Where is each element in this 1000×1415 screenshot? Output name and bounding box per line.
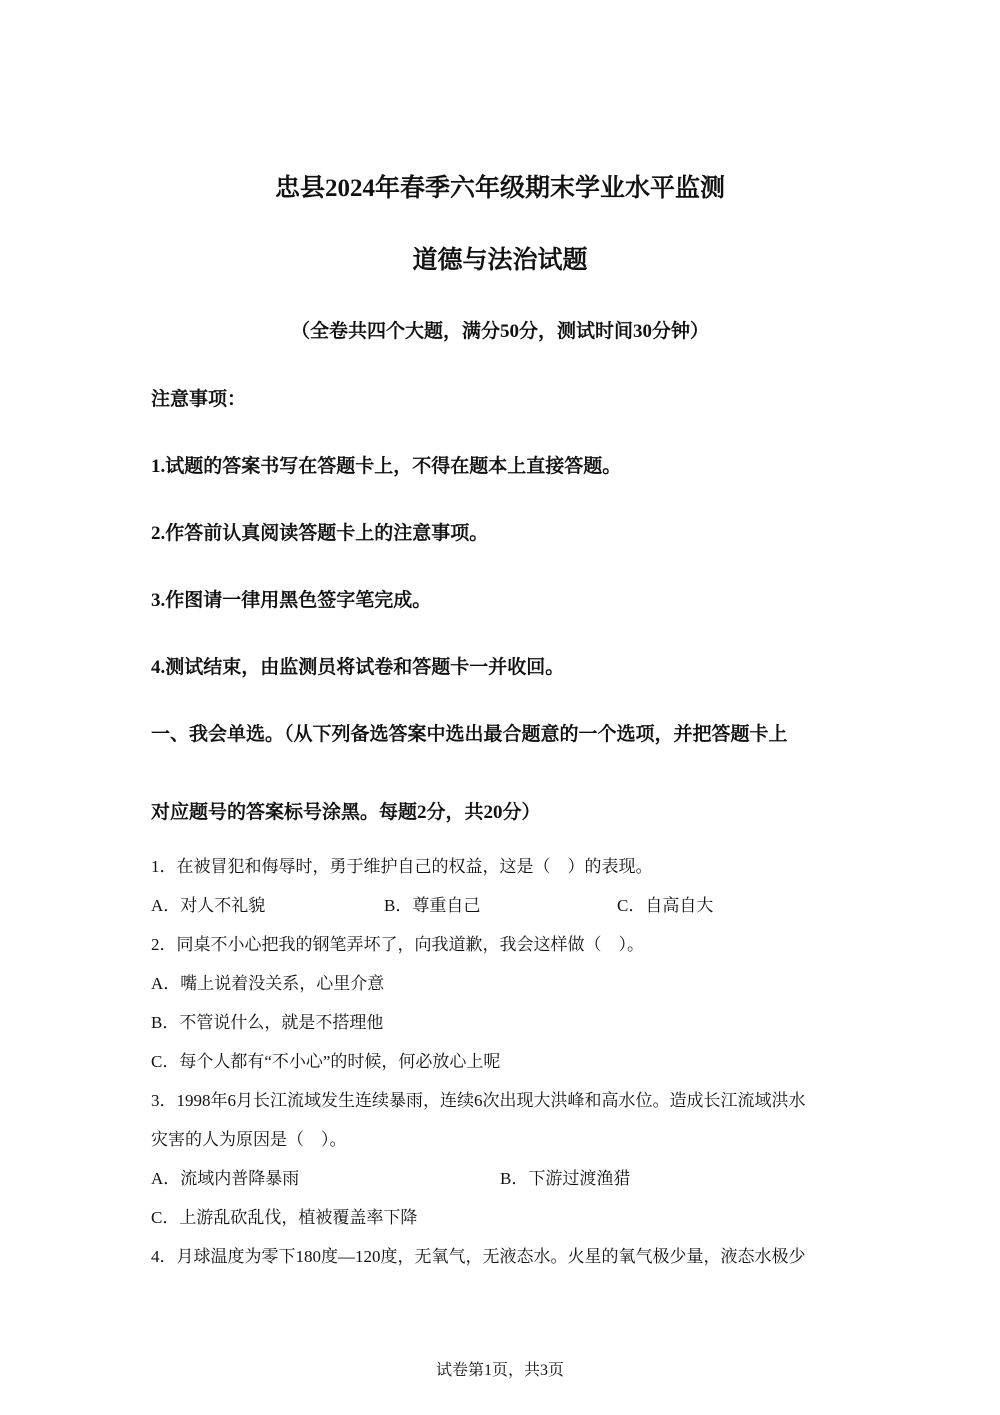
exam-subtitle: 道德与法治试题	[412, 247, 588, 274]
option-a: A．对人不礼貌	[151, 896, 266, 915]
option-b: B．下游过渡渔猎	[500, 1169, 631, 1188]
option-c: C．自高自大	[617, 896, 714, 915]
option-b: B．不管说什么，就是不搭理他	[151, 1013, 384, 1032]
page-footer: 试卷第1页，共3页	[435, 1362, 564, 1379]
notice-item: 4.测试结束，由监测员将试卷和答题卡一并收回。	[151, 657, 565, 678]
question-stem: 1．在被冒犯和侮辱时，勇于维护自己的权益，这是（ ）的表现。	[151, 857, 653, 876]
notice-item: 1.试题的答案书写在答题卡上，不得在题本上直接答题。	[151, 456, 622, 477]
option-a: A．嘴上说着没关系，心里介意	[151, 974, 385, 993]
option-b: B．尊重自己	[384, 896, 481, 915]
question-stem: 灾害的人为原因是（ ）。	[151, 1130, 347, 1149]
notice-item: 2.作答前认真阅读答题卡上的注意事项。	[151, 523, 489, 544]
notice-item: 3.作图请一律用黑色签字笔完成。	[151, 590, 432, 611]
question-stem: 3．1998年6月长江流域发生连续暴雨，连续6次出现大洪峰和高水位。造成长江流域洪水	[151, 1091, 806, 1110]
notice-heading: 注意事项：	[151, 389, 247, 410]
section-heading: 一、我会单选。（从下列备选答案中选出最合题意的一个选项，并把答题卡上	[151, 724, 788, 745]
exam-title: 忠县2024年春季六年级期末学业水平监测	[274, 175, 725, 202]
question-stem: 2．同桌不小心把我的钢笔弄坏了，向我道歉，我会这样做（ ）。	[151, 935, 644, 954]
exam-info: （全卷共四个大题，满分50分，测试时间30分钟）	[290, 321, 709, 342]
option-c: C．上游乱砍乱伐，植被覆盖率下降	[151, 1208, 418, 1227]
option-c: C．每个人都有“不小心”的时候，何必放心上呢	[151, 1052, 501, 1071]
option-a: A．流域内普降暴雨	[151, 1169, 300, 1188]
question-stem: 4．月球温度为零下180度—120度，无氧气，无液态水。火星的氧气极少量，液态水极少	[151, 1247, 806, 1266]
section-heading: 对应题号的答案标号涂黑。每题2分，共20分）	[151, 802, 541, 823]
